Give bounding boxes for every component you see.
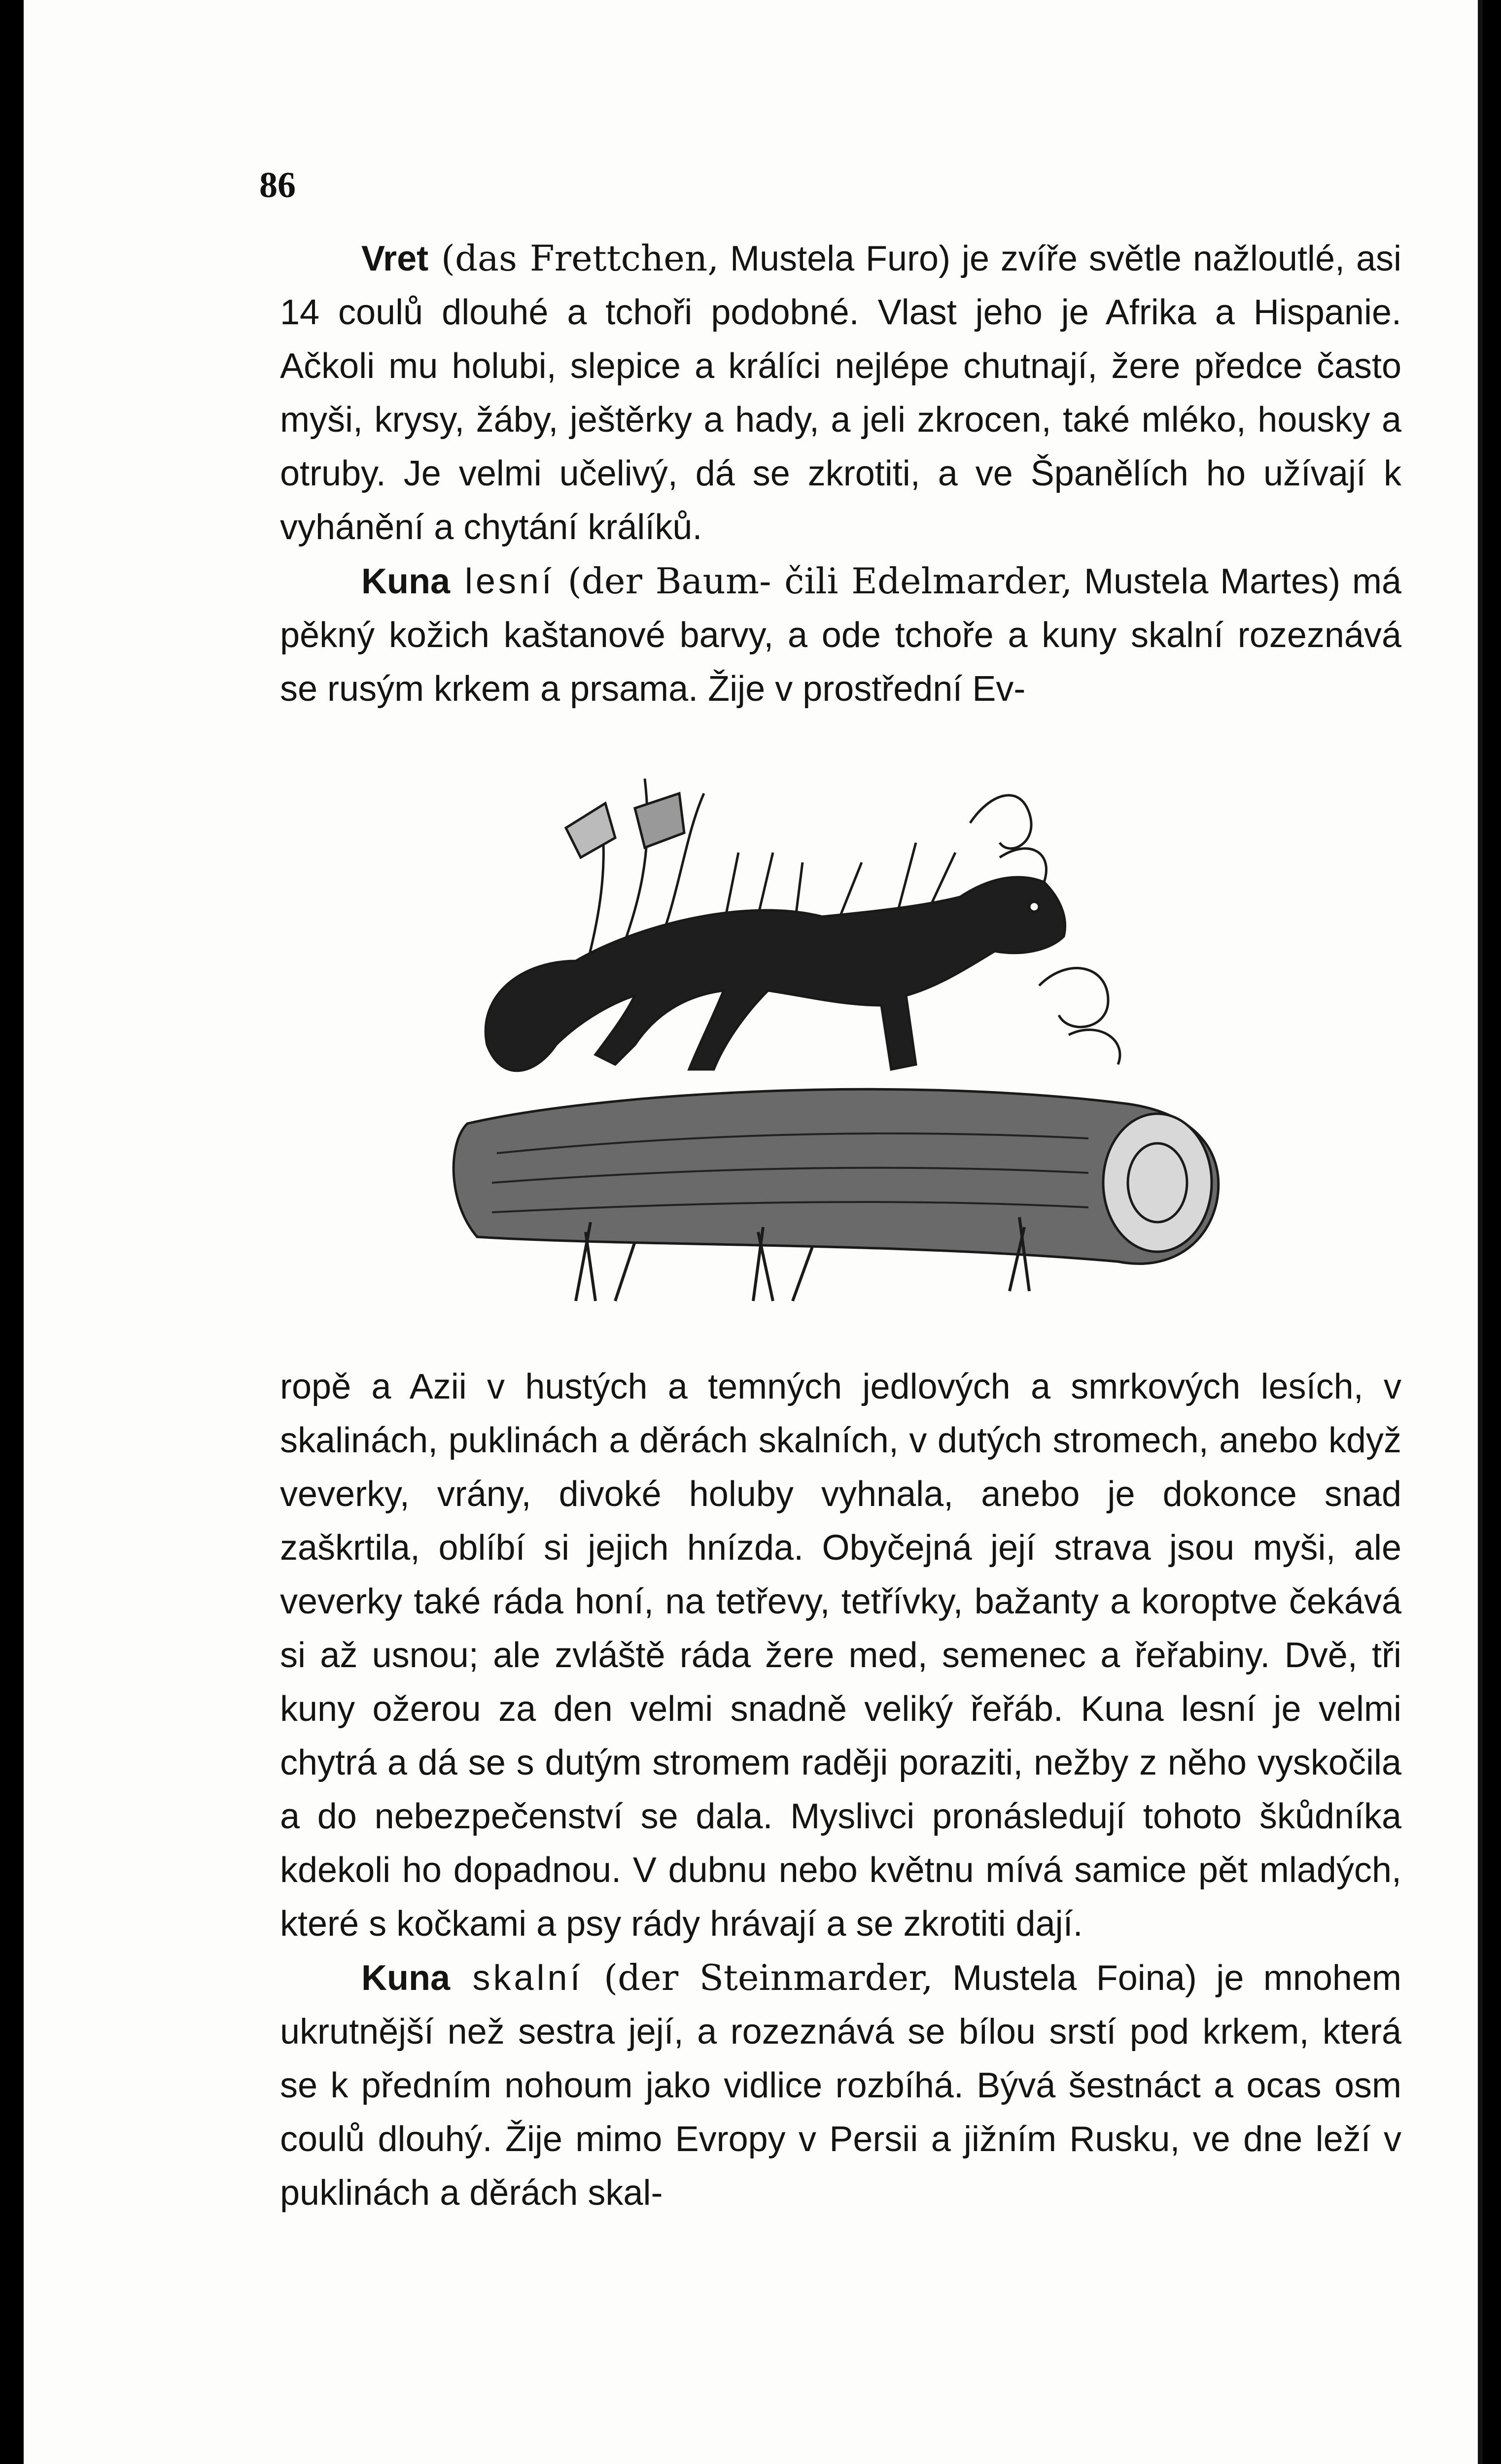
paragraph-text: Mustela Furo) je zvíře světle nažloutlé, asi 14 coulů dlouhé a tchoři podobné. Vlast jeho je Afrika a Hispanie. Ačkoli mu holubi, slepice a králíci nejlépe chutnají, žere předce často myši, krysy, žáby, ještěrky a hady, a jeli zkrocen, také mléko, housky a otruby. Je velmi učelivý, dá se zkrotiti, a ve Španělích ho užívají k vyhánění a chytání králíků. [280,239,1401,547]
spaced-word: lesní [450,562,555,601]
paragraph-kuna-lesni [280,554,1401,716]
paragraph-text: Mustela Foina) je mnohem ukrutnější než sestra její, a rozeznává se bílou srstí pod krkem, která se k předním nohoum jako vidlice rozbíhá. Bývá šestnáct a ocas osm coulů dlouhý. Žije mimo Evropy v Persii a jižním Rusku, ve dne leží v puklinách a děrách skal- [280,1958,1401,2213]
book-page [24,0,1483,2464]
text-block-bottom [280,1360,1401,2220]
paragraph-vret [280,232,1401,554]
german-name: (das Frettchen, [428,238,719,279]
paragraph-text: Mustela Martes) má pěkný kožich kaštanové barvy, a ode tchoře a kuny skalní rozeznává se rusým krkem a prsama. Žije v prostřední Ev- [280,562,1401,709]
text-block-top [280,232,1401,716]
german-name: (der Baum- čili Edelmarder, [554,560,1073,602]
paragraph-kuna-skalni [280,1951,1401,2220]
page-number: 86 [259,165,296,205]
paragraph-kuna-lesni-cont: ropě a Azii v hustých a temných jedlových a smrkových lesích, v skalinách, puklinách a děrách skalních, v dutých stromech, anebo když veverky, vrány, divoké holuby vyhnala, anebo je dokonce snad zaškrtila, oblíbí si jejich hnízda. Obyčejná její strava jsou myši, ale veverky také ráda honí, na tetřevy, tetřívky, bažanty a koroptve čekává si až usnou; ale zvláště ráda žere med, semenec a řeřabiny. Dvě, tři kuny ožerou za den velmi snadně veliký řeřáb. Kuna lesní je velmi chytrá a dá se s dutým stromem raději poraziti, nežby z něho vyskočila a do nebezpečenství se dala. Myslivci pronásledují tohoto škůdníka kdekoli ho dopadnou. V dubnu nebo květnu mívá samice pět mladých, které s kočkami a psy rády hrávají a se zkrotiti dají. [280,1367,1401,1944]
marten-illustration [448,749,1251,1331]
spaced-word: skalní [450,1958,583,1998]
lead-word: Vret [361,239,429,278]
lead-word: Kuna [361,1958,450,1998]
german-name: (der Steinmarder, [583,1957,933,1998]
lead-word: Kuna [361,562,450,601]
